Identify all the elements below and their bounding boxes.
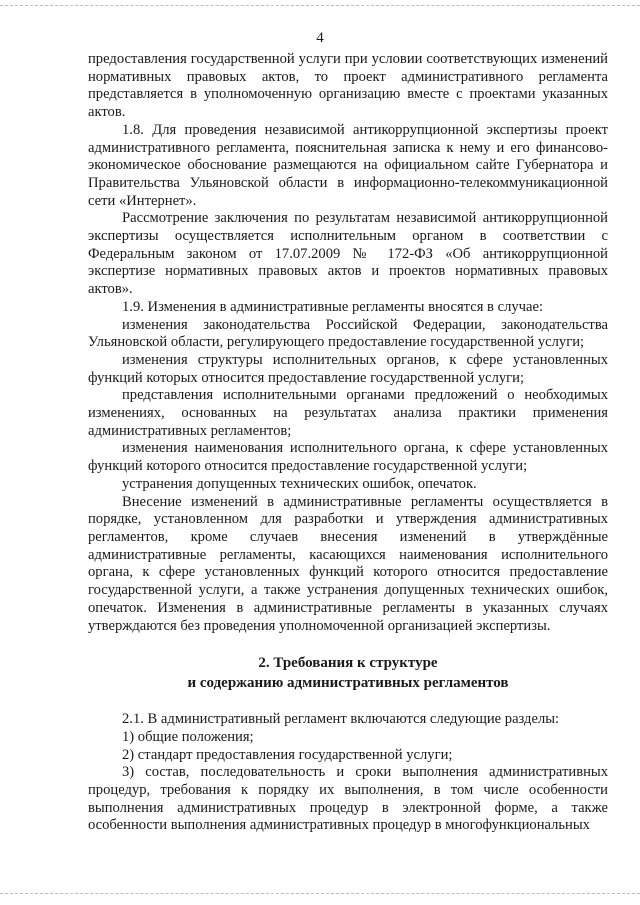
paragraph: 3) состав, последовательность и сроки выполнения административных процедур, требования к порядку их выполнения, в том числе особенности выполнения административных процедур в электронной форме, а также особенности выполнения административных процедур в многофункциональных xyxy=(88,764,608,834)
paragraph: устранения допущенных технических ошибок, опечаток. xyxy=(122,475,477,492)
page-number: 4 xyxy=(316,30,324,46)
paragraph: Внесение изменений в административные регламенты осуществляется в порядке, установленном для разработки и утверждения административных регламентов, кроме случаев внесения изменений в утверждённые административные регламенты, касающихся наименования исполнительного органа, к сфере установленных функций которого относится предоставление государственной услуги, а также устранения допущенных технических ошибок, опечаток. Изменения в административные регламенты в указанных случаях утверждаются без проведения уполномоченной организацией экспертизы. xyxy=(88,493,608,634)
paragraph: 1.9. Изменения в административные регламенты вносятся в случае: xyxy=(122,298,543,315)
section-2-heading xyxy=(88,653,608,693)
paragraph: 1.8. Для проведения независимой антикоррупционной экспертизы проект административного регламента, пояснительная записка к нему и его финансово-экономическое обоснование размещаются на официальном сайте Губернатора и Правительства Ульяновской области в информационно-телекоммуникационной сети «Интернет». xyxy=(88,121,608,209)
paragraph: Рассмотрение заключения по результатам независимой антикоррупционной экспертизы осуществляется исполнительным органом в соответствии с Федеральным законом от 17.07.2009 № 172-ФЗ «Об антикоррупционной экспертизе нормативных правовых актов и проектов нормативных правовых актов». xyxy=(88,210,608,298)
paragraph: 1) общие положения; xyxy=(122,728,254,745)
paragraph: изменения законодательства Российской Федерации, законодательства Ульяновской области, регулирующего предоставление государственной услуги; xyxy=(88,316,608,351)
document-body xyxy=(88,51,608,835)
section-2-heading-line-2: и содержанию административных регламентов xyxy=(187,675,509,692)
paragraph: изменения наименования исполнительного органа, к сфере установленных функций которого относится предоставление государственной услуги; xyxy=(88,440,608,475)
paragraph: 2) стандарт предоставления государственной услуги; xyxy=(122,746,453,763)
section-2-heading-line-1: 2. Требования к структуре xyxy=(258,655,438,672)
section-2-body xyxy=(88,711,608,835)
paragraph: представления исполнительными органами предложений о необходимых изменениях, основанных на результатах анализа практики применения административных регламентов; xyxy=(88,387,608,439)
paragraph: предоставления государственной услуги при условии соответствующих изменений нормативных правовых актов, то проект административного регламента представляется в уполномоченную организацию вместе с проектами указанных актов. xyxy=(88,51,608,121)
scan-edge-top xyxy=(0,5,640,6)
section-1-continuation xyxy=(88,51,608,635)
paragraph: 2.1. В административный регламент включаются следующие разделы: xyxy=(122,711,560,728)
scan-edge-bottom xyxy=(0,893,640,894)
paragraph: изменения структуры исполнительных органов, к сфере установленных функций которых относится предоставление государственной услуги; xyxy=(88,351,608,386)
